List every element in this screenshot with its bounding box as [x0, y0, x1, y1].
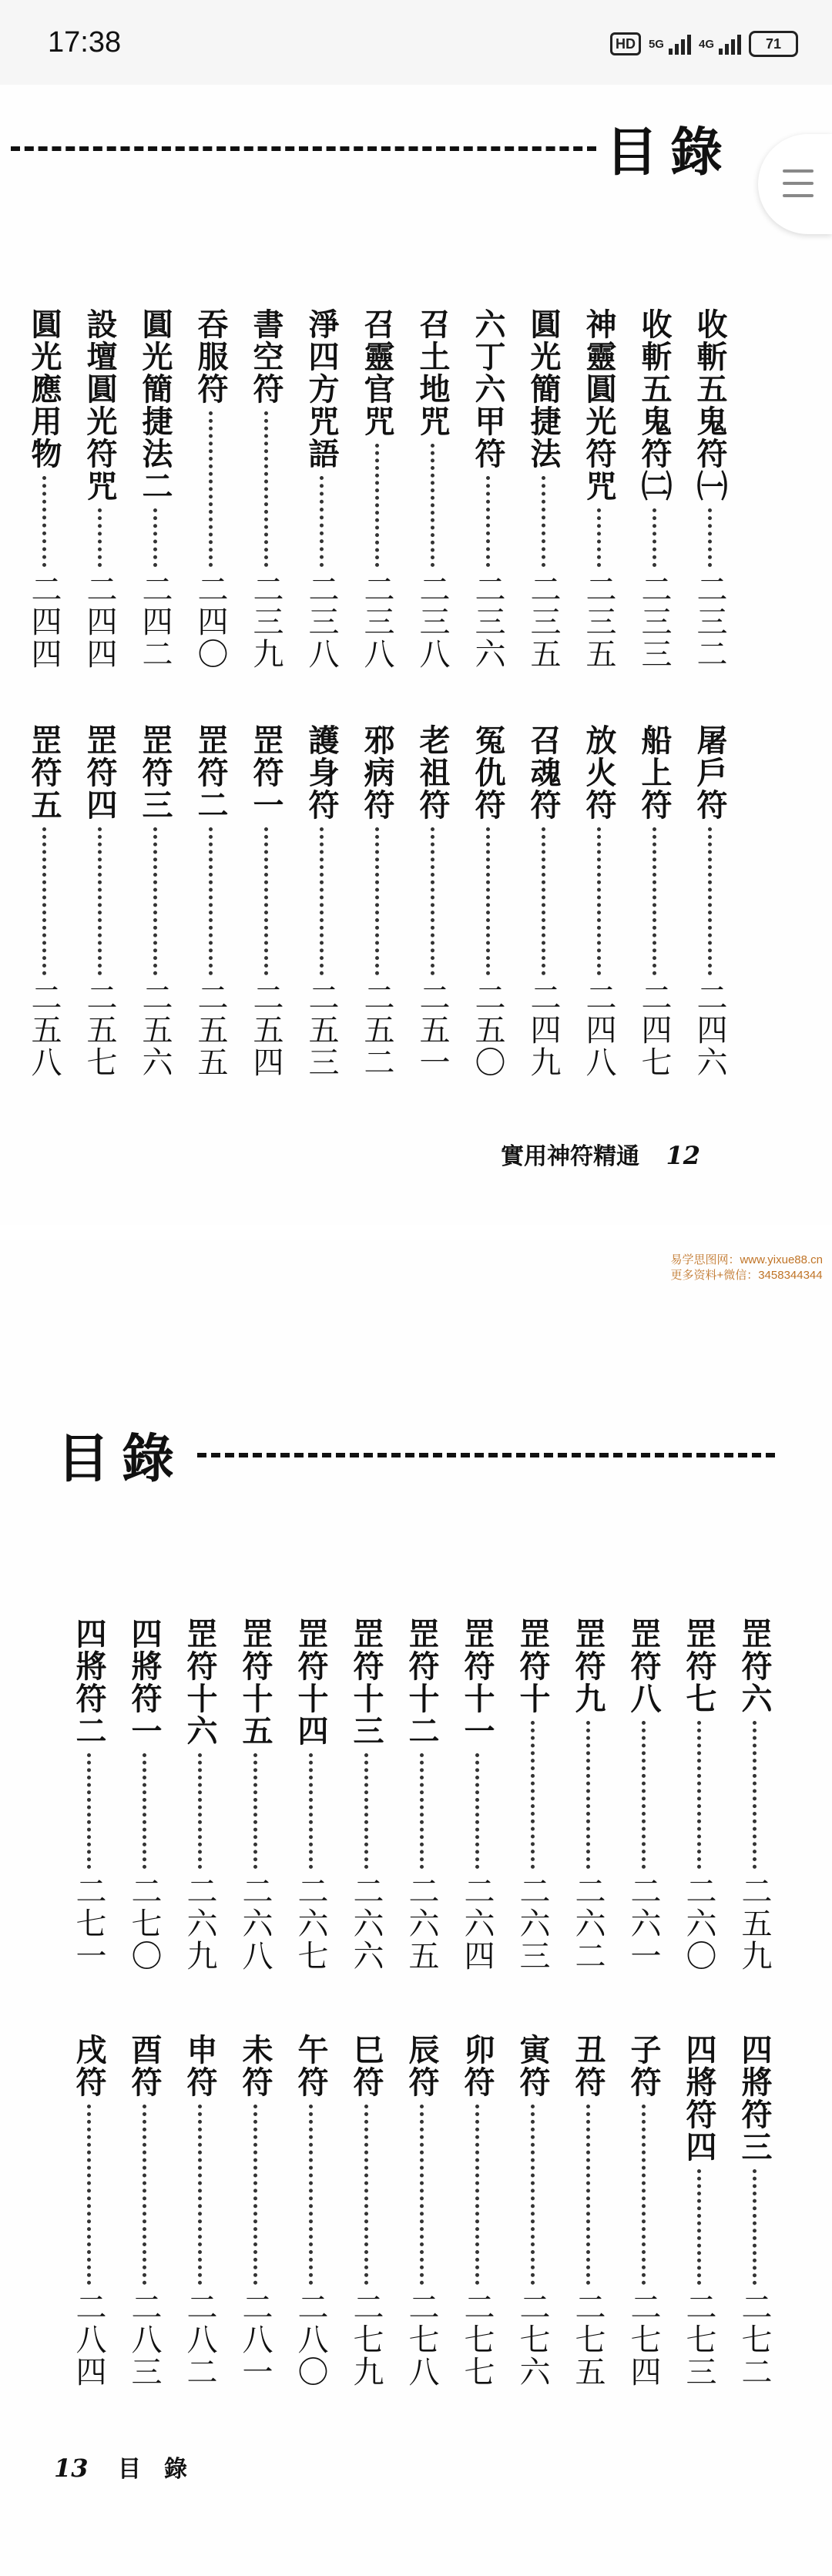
toc-entry-title: 罡符十六	[182, 1618, 218, 1747]
dot-leader	[42, 827, 46, 975]
page-footer	[54, 2450, 210, 2484]
toc-entry-title: 罡符十四	[293, 1618, 329, 1747]
toc-entry-page: 二六六	[348, 1875, 384, 1972]
dot-leader	[253, 2105, 257, 2285]
toc-entry-title: 神靈圓光符咒	[581, 308, 617, 502]
menu-icon	[783, 169, 814, 173]
dot-leader	[475, 1753, 479, 1869]
toc-entry	[191, 308, 230, 670]
toc-entry-page: 二七一	[71, 1875, 106, 1972]
dot-leader	[420, 2105, 424, 2285]
toc-entry-title: 子符	[626, 2034, 662, 2098]
toc-entry-title: 圓光簡捷法二	[137, 308, 173, 502]
watermark-line1: 易学思图网：www.yixue88.cn	[670, 1253, 823, 1266]
toc-entry-page: 二六九	[182, 1875, 217, 1972]
dot-leader	[697, 1721, 701, 1869]
toc-entry-page: 二四八	[581, 981, 616, 1078]
toc-entry-title: 罡符四	[82, 724, 118, 821]
toc-entry-title: 罡符八	[626, 1618, 662, 1715]
toc-entry-page: 二六五	[404, 1875, 439, 1972]
toc-entry-title: 罡符十一	[459, 1618, 495, 1747]
toc-entry-title: 六丁六甲符	[470, 308, 506, 470]
toc-entry	[635, 724, 673, 1078]
toc-entry-page: 二三八	[304, 573, 339, 670]
dot-leader	[642, 1721, 646, 1869]
toc-entry-title: 罡符七	[681, 1618, 717, 1715]
toc-entry-title: 船上符	[636, 724, 673, 821]
toc-entry-title: 寅符	[515, 2034, 551, 2098]
toc-entry-page: 二四四	[26, 573, 62, 670]
toc-entry-page: 二五九	[736, 1875, 772, 1972]
toc-entry-page: 二六二	[570, 1875, 606, 1972]
dot-leader	[87, 1753, 91, 1869]
status-bar	[0, 0, 832, 85]
toc-entry-title: 罡符五	[26, 724, 62, 821]
toc-entry-page: 二六八	[237, 1875, 273, 1972]
toc-entry-page: 二五八	[26, 981, 62, 1078]
toc-entry	[247, 308, 285, 670]
toc-entry	[25, 308, 63, 670]
toc-entry-title: 罡符十五	[237, 1618, 273, 1747]
toc-entry-title: 設壇圓光符咒	[82, 308, 118, 502]
dot-leader	[198, 2105, 202, 2285]
toc-entry-title: 罡符一	[248, 724, 284, 821]
toc-entry	[125, 1618, 163, 1972]
page-title: 目錄	[606, 122, 736, 183]
header-rule	[197, 1453, 775, 1457]
toc-entry-page: 二七九	[348, 2291, 384, 2388]
toc-entry-page: 二八四	[71, 2291, 106, 2388]
toc-entry	[458, 2034, 496, 2388]
dot-leader	[209, 411, 213, 567]
toc-entry-page: 二三八	[359, 573, 394, 670]
dot-leader	[708, 827, 712, 975]
toc-entry-title: 卯符	[459, 2034, 495, 2098]
toc-entry-page: 二五六	[137, 981, 173, 1078]
toc-entry-page: 二四〇	[193, 573, 228, 670]
toc-entry-title: 書空符	[248, 308, 284, 405]
dot-leader	[542, 827, 545, 975]
toc-entry	[357, 724, 396, 1078]
toc-entry	[413, 724, 451, 1078]
dot-leader	[98, 827, 102, 975]
toc-entry-title: 罡符十	[515, 1618, 551, 1715]
toc-entry	[624, 1618, 663, 1972]
toc-entry-title: 申符	[182, 2034, 218, 2098]
toc-entry	[302, 308, 341, 670]
toc-entry-page: 二八〇	[293, 2291, 328, 2388]
toc-entry-page: 二七八	[404, 2291, 439, 2388]
toc-entry-title: 罡符三	[137, 724, 173, 821]
dot-leader	[597, 508, 601, 567]
toc-entry-title: 淨四方咒語	[304, 308, 340, 470]
dot-leader	[586, 1721, 590, 1869]
toc-entry	[347, 2034, 385, 2388]
toc-entry-page: 二八二	[182, 2291, 217, 2388]
toc-entry-title: 罡符十三	[348, 1618, 384, 1747]
toc-entry-page: 二三六	[470, 573, 505, 670]
toc-entry-page: 二三二	[692, 573, 727, 670]
toc-entry-page: 二四四	[82, 573, 117, 670]
dot-leader	[143, 2105, 146, 2285]
toc-entry	[402, 2034, 441, 2388]
toc-entry	[679, 1618, 718, 1972]
toc-entry-page: 二四七	[636, 981, 672, 1078]
toc-entry	[247, 724, 285, 1078]
toc-entry	[25, 724, 63, 1078]
toc-entry	[291, 1618, 330, 1972]
toc-entry-title: 罡符六	[736, 1618, 773, 1715]
toc-entry	[80, 308, 119, 670]
dot-leader	[586, 2105, 590, 2285]
dot-leader	[42, 476, 46, 567]
toc-entry	[679, 2034, 718, 2388]
toc-entry	[347, 1618, 385, 1972]
dot-leader	[697, 2169, 701, 2285]
dot-leader	[364, 1753, 368, 1869]
toc-entry-page: 二六四	[459, 1875, 495, 1972]
toc-entry-page: 二五二	[359, 981, 394, 1078]
dot-leader	[320, 476, 324, 567]
network-5g-label: 5G	[648, 37, 664, 51]
toc-entry	[180, 1618, 219, 1972]
toc-entry-page: 二三八	[414, 573, 450, 670]
toc-entry-title: 未符	[237, 2034, 273, 2098]
toc-entry	[458, 1618, 496, 1972]
status-icons	[610, 31, 798, 57]
toc-entry-title: 邪病符	[359, 724, 395, 821]
toc-entry	[735, 1618, 773, 1972]
toc-entry-page: 二四二	[137, 573, 173, 670]
toc-entry-page: 二五三	[304, 981, 339, 1078]
dot-leader	[420, 1753, 424, 1869]
dot-leader	[375, 827, 379, 975]
toc-entry	[302, 724, 341, 1078]
header-rule	[11, 146, 596, 151]
footer-page-number: 12	[666, 1141, 700, 1170]
toc-entry-title: 召靈官咒	[359, 308, 395, 438]
dot-leader	[486, 827, 490, 975]
watermark-line2: 更多资料+微信：3458344344	[670, 1269, 823, 1282]
toc-entry	[579, 308, 618, 670]
toc-entry-page: 二五五	[193, 981, 228, 1078]
toc-entry-page: 二七二	[736, 2291, 772, 2388]
dot-leader	[375, 444, 379, 567]
hd-badge: HD	[610, 32, 641, 55]
toc-entry	[690, 724, 729, 1078]
toc-entry-page: 二八三	[126, 2291, 162, 2388]
toc-entry-page: 二三五	[581, 573, 616, 670]
toc-entry-page: 二三三	[636, 573, 672, 670]
book-page-12	[0, 85, 832, 1225]
toc-entry-title: 四將符一	[126, 1618, 163, 1747]
toc-entry	[524, 308, 562, 670]
page-title: 目錄	[57, 1428, 187, 1490]
toc-entry-title: 辰符	[404, 2034, 440, 2098]
toc-entry-page: 二五七	[82, 981, 117, 1078]
footer-book-title: 實用神符精通	[501, 1143, 639, 1170]
signal-5g-icon	[669, 33, 691, 55]
page-header	[57, 1417, 775, 1492]
toc-entry	[136, 308, 174, 670]
toc-entry-title: 召土地咒	[414, 308, 451, 438]
toc-entry	[191, 724, 230, 1078]
toc-entry	[735, 2034, 773, 2388]
toc-entry	[579, 724, 618, 1078]
toc-entry	[468, 724, 507, 1078]
toc-entry-title: 午符	[293, 2034, 329, 2098]
toc-entry-title: 罡符二	[193, 724, 229, 821]
toc-entry	[635, 308, 673, 670]
dot-leader	[531, 1721, 535, 1869]
dot-leader	[708, 508, 712, 567]
dot-leader	[198, 1753, 202, 1869]
toc-entry-title: 放火符	[581, 724, 617, 821]
dot-leader	[431, 444, 434, 567]
dot-leader	[431, 827, 434, 975]
toc-entry	[569, 1618, 607, 1972]
menu-button[interactable]	[758, 134, 832, 234]
dot-leader	[753, 2169, 757, 2285]
toc-entry-title: 丑符	[570, 2034, 606, 2098]
toc-entry	[125, 2034, 163, 2388]
toc-entry-page: 二四九	[525, 981, 561, 1078]
network-4g-label: 4G	[698, 37, 714, 51]
menu-icon-line	[783, 194, 814, 197]
toc-entry	[513, 2034, 552, 2388]
dot-leader	[87, 2105, 91, 2285]
toc-entry-title: 召魂符	[525, 724, 562, 821]
toc-entry-title: 罡符十二	[404, 1618, 440, 1747]
toc-entry	[69, 2034, 108, 2388]
toc-entry-page: 二七〇	[126, 1875, 162, 1972]
toc-entry-page: 二五一	[414, 981, 450, 1078]
toc-entry	[69, 1618, 108, 1972]
dot-leader	[642, 2105, 646, 2285]
toc-entry-page: 二八一	[237, 2291, 273, 2388]
toc-entry-title: 巳符	[348, 2034, 384, 2098]
footer-page-number: 13	[54, 2454, 89, 2483]
toc-entry	[468, 308, 507, 670]
toc-entry-title: 圓光應用物	[26, 308, 62, 470]
toc-entry-page: 二五〇	[470, 981, 505, 1078]
dot-leader	[531, 2105, 535, 2285]
signal-4g-icon	[719, 33, 741, 55]
toc-entry-title: 冤仇符	[470, 724, 506, 821]
dot-leader	[309, 1753, 313, 1869]
dot-leader	[320, 827, 324, 975]
page-header	[11, 111, 735, 186]
status-time: 17:38	[48, 26, 122, 59]
toc-entry-page: 二七三	[681, 2291, 716, 2388]
dot-leader	[264, 827, 268, 975]
toc-entry	[690, 308, 729, 670]
battery-icon	[749, 31, 798, 57]
toc-entry-page: 二七七	[459, 2291, 495, 2388]
toc-entry	[513, 1618, 552, 1972]
toc-entry-page: 二七五	[570, 2291, 606, 2388]
toc-entry-page: 二五四	[248, 981, 283, 1078]
dot-leader	[486, 476, 490, 567]
toc-entry-title: 四將符四	[681, 2034, 717, 2163]
dot-leader	[253, 1753, 257, 1869]
toc-entry-title: 老祖符	[414, 724, 451, 821]
battery-level: 71	[765, 35, 782, 52]
toc-entry	[624, 2034, 663, 2388]
toc-entry-title: 屠戶符	[692, 724, 728, 821]
toc-entry	[236, 1618, 274, 1972]
toc-entry-title: 酉符	[126, 2034, 163, 2098]
dot-leader	[153, 827, 157, 975]
toc-entry	[402, 1618, 441, 1972]
dot-leader	[209, 827, 213, 975]
toc-entry	[357, 308, 396, 670]
watermark	[670, 1253, 823, 1283]
toc-entry	[236, 2034, 274, 2388]
toc-entry-title: 護身符	[304, 724, 340, 821]
footer-section-title: 目錄	[117, 2456, 210, 2483]
toc-entry	[413, 308, 451, 670]
toc-entry-page: 二七六	[515, 2291, 550, 2388]
toc-entry	[80, 724, 119, 1078]
toc-entry-page: 二七四	[626, 2291, 661, 2388]
dot-leader	[753, 1721, 757, 1869]
toc-entry-title: 收斬五鬼符㈠	[692, 308, 728, 502]
dot-leader	[475, 2105, 479, 2285]
dot-leader	[597, 827, 601, 975]
toc-entry-page: 二六〇	[681, 1875, 716, 1972]
toc-entry	[569, 2034, 607, 2388]
dot-leader	[98, 508, 102, 567]
toc-entry-page: 二三五	[525, 573, 561, 670]
toc-entry-page: 二四六	[692, 981, 727, 1078]
dot-leader	[264, 411, 268, 567]
menu-icon-line	[783, 182, 814, 185]
toc-entry-title: 罡符九	[570, 1618, 606, 1715]
page-footer	[501, 1137, 700, 1171]
dot-leader	[309, 2105, 313, 2285]
toc-entry-page: 二六三	[515, 1875, 550, 1972]
toc-entry-title: 圓光簡捷法	[525, 308, 562, 470]
dot-leader	[364, 2105, 368, 2285]
toc-entry	[291, 2034, 330, 2388]
toc-entry-page: 二六七	[293, 1875, 328, 1972]
toc-entry-title: 四將符三	[736, 2034, 773, 2163]
toc-entry-page: 二三九	[248, 573, 283, 670]
toc-entry-title: 戌符	[71, 2034, 107, 2098]
dot-leader	[153, 508, 157, 567]
dot-leader	[653, 508, 656, 567]
dot-leader	[542, 476, 545, 567]
toc-entry-title: 吞服符	[193, 308, 229, 405]
dot-leader	[143, 1753, 146, 1869]
toc-entry	[136, 724, 174, 1078]
toc-entry	[180, 2034, 219, 2388]
toc-entry-title: 四將符二	[71, 1618, 107, 1747]
toc-entry	[524, 724, 562, 1078]
toc-entry-page: 二六一	[626, 1875, 661, 1972]
toc-entry-title: 收斬五鬼符㈡	[636, 308, 673, 502]
book-page-13	[0, 1240, 832, 2576]
dot-leader	[653, 827, 656, 975]
